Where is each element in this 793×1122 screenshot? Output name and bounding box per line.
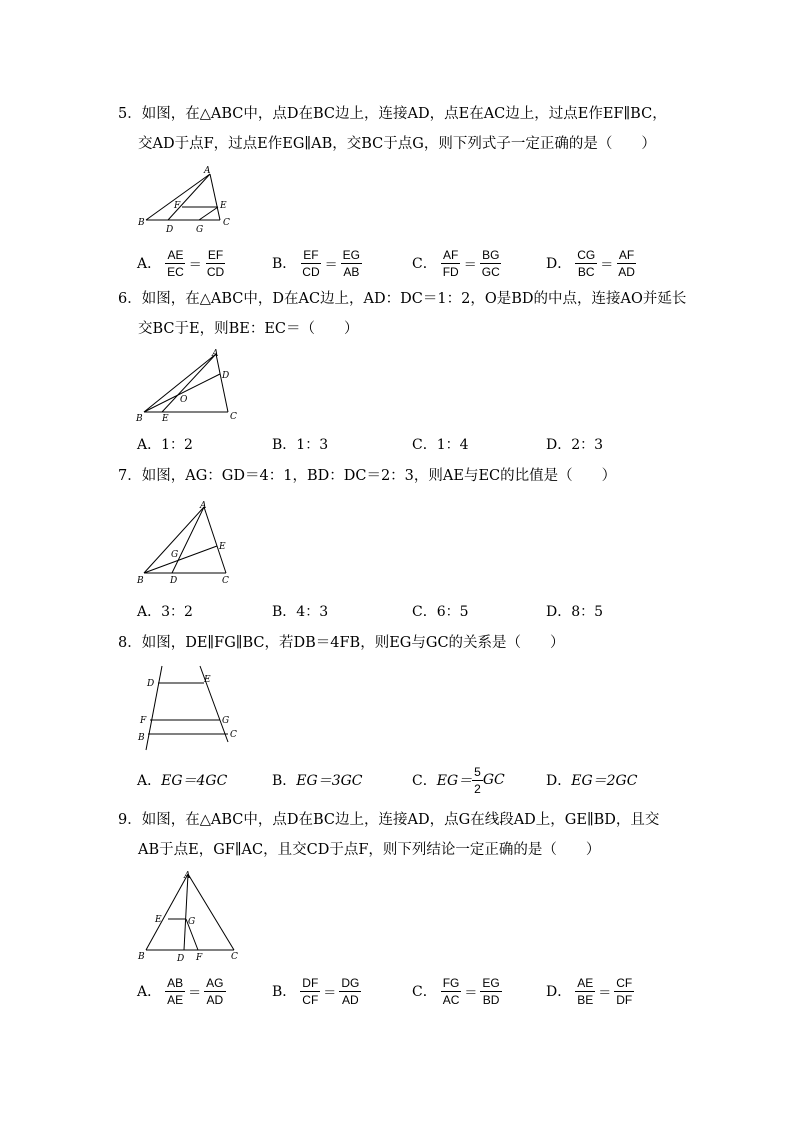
question-8 bbox=[118, 628, 565, 658]
option-5d[interactable]: D． $\frac{CG}{BC}$ ＝ $\frac{AF}{AD}$ bbox=[546, 247, 635, 279]
fig6-segment-ae bbox=[162, 354, 216, 412]
option-6b[interactable]: B． 1：3 bbox=[272, 437, 329, 453]
question-9 bbox=[118, 805, 659, 865]
option-8a[interactable]: A． EG＝4GC bbox=[137, 773, 228, 789]
option-6c[interactable]: C． 1：4 bbox=[412, 437, 469, 453]
options-q6 bbox=[137, 426, 657, 462]
fig6-label-a: A bbox=[212, 349, 219, 359]
question-6 bbox=[118, 284, 686, 344]
options-q7 bbox=[137, 593, 657, 629]
fig5-label-a: A bbox=[204, 166, 211, 176]
fig5-segment-ad bbox=[168, 174, 210, 220]
fig5-label-f: F bbox=[174, 201, 181, 211]
fig6-label-o: O bbox=[180, 395, 188, 405]
figure-q8 bbox=[132, 664, 252, 754]
fig8-label-b: B bbox=[138, 733, 145, 743]
fig8-label-c: C bbox=[230, 730, 237, 740]
option-8c[interactable]: C． EG＝ $\frac{5}{2}$ GC bbox=[412, 764, 505, 796]
fig9-label-d: D bbox=[177, 954, 185, 964]
fig7-side-ab bbox=[144, 507, 204, 573]
fig7-label-a: A bbox=[200, 501, 207, 511]
fig7-label-g: G bbox=[171, 550, 179, 560]
fig6-segment-bd bbox=[144, 374, 220, 412]
fig7-side-ac bbox=[204, 507, 226, 573]
option-7c[interactable]: C． 6：5 bbox=[412, 604, 469, 620]
option-9d[interactable]: D． $\frac{AE}{BE}$ ＝ $\frac{CF}{DF}$ bbox=[546, 975, 633, 1007]
fig7-segment-be bbox=[144, 546, 217, 573]
figure-q5 bbox=[138, 164, 248, 236]
fig6-label-c: C bbox=[230, 412, 237, 422]
question-6-line-1: 6．如图，在△ABC中，D在AC边上，AD：DC＝1：2，O是BD的中点，连接AO并延长 bbox=[118, 291, 687, 307]
fig7-label-b: B bbox=[137, 576, 144, 586]
question-5 bbox=[118, 99, 667, 159]
fig5-label-d: D bbox=[166, 225, 174, 235]
question-9-line-1: 9．如图，在△ABC中，点D在BC边上，连接AD，点G在线段AD上，GE∥BD，且交 bbox=[118, 812, 660, 828]
figure-q6 bbox=[132, 348, 247, 428]
option-5c[interactable]: C． $\frac{AF}{FD}$ ＝ $\frac{BG}{GC}$ bbox=[412, 247, 500, 279]
fig9-label-f: F bbox=[196, 953, 203, 963]
fig7-label-e: E bbox=[219, 542, 226, 552]
option-7a[interactable]: A． 3：2 bbox=[137, 604, 193, 620]
question-9-line-2: AB于点E，GF∥AC，且交CD于点F，则下列结论一定正确的是（ ） bbox=[138, 842, 601, 858]
option-5a[interactable]: A． $\frac{AE}{EC}$ ＝ $\frac{EF}{CD}$ bbox=[137, 247, 225, 279]
fig6-side-ac bbox=[216, 354, 228, 412]
fig5-label-g: G bbox=[196, 225, 204, 235]
fig8-label-g: G bbox=[222, 716, 230, 726]
fig5-label-e: E bbox=[220, 201, 227, 211]
question-5-line-1: 5．如图，在△ABC中，点D在BC边上，连接AD，点E在AC边上，过点E作EF∥BC， bbox=[118, 106, 667, 122]
figure-q9 bbox=[132, 868, 252, 966]
question-6-line-2: 交BC于E，则BE：EC＝（ ） bbox=[138, 321, 359, 337]
option-6a[interactable]: A． 1：2 bbox=[137, 437, 193, 453]
fig7-segment-ad bbox=[172, 507, 204, 573]
fig5-label-c: C bbox=[223, 218, 230, 228]
fig8-label-f: F bbox=[140, 716, 147, 726]
option-7b[interactable]: B． 4：3 bbox=[272, 604, 329, 620]
figure-q7 bbox=[132, 497, 252, 589]
fig5-side-ab bbox=[146, 174, 210, 220]
option-6d[interactable]: D． 2：3 bbox=[546, 437, 604, 453]
question-7-line-1: 7．如图，AG：GD＝4：1，BD：DC＝2：3，则AE与EC的比值是（ ） bbox=[118, 468, 617, 484]
option-8d[interactable]: D． EG＝2GC bbox=[546, 773, 638, 789]
fig8-label-e: E bbox=[204, 675, 211, 685]
option-5b[interactable]: B． $\frac{EF}{CD}$ ＝ $\frac{EG}{AB}$ bbox=[272, 247, 360, 279]
fig5-side-ac bbox=[210, 174, 220, 220]
fig9-side-ac bbox=[188, 874, 234, 950]
fig7-label-c: C bbox=[222, 576, 229, 586]
fig6-label-e: E bbox=[162, 414, 169, 424]
option-9c[interactable]: C． $\frac{FG}{AC}$ ＝ $\frac{EG}{BD}$ bbox=[412, 975, 500, 1007]
fig9-side-ab bbox=[146, 874, 188, 950]
fig9-segment-ad bbox=[184, 874, 188, 950]
fig9-label-g: G bbox=[188, 917, 196, 927]
fig6-label-d: D bbox=[222, 371, 230, 381]
fig9-label-a: A bbox=[184, 871, 191, 881]
fig9-label-c: C bbox=[231, 952, 238, 962]
options-q9 bbox=[137, 973, 657, 1009]
fig9-label-b: B bbox=[138, 952, 145, 962]
options-q8 bbox=[137, 762, 657, 798]
question-5-line-2: 交AD于点F，过点E作EG∥AB，交BC于点G，则下列式子一定正确的是（ ） bbox=[138, 136, 656, 152]
fig5-label-b: B bbox=[138, 218, 145, 228]
question-8-line-1: 8．如图，DE∥FG∥BC，若DB＝4FB，则EG与GC的关系是（ ） bbox=[118, 635, 565, 651]
option-9b[interactable]: B． $\frac{DF}{CF}$ ＝ $\frac{DG}{AD}$ bbox=[272, 975, 360, 1007]
question-7 bbox=[118, 461, 616, 491]
fig5-segment-eg bbox=[199, 207, 218, 220]
fig9-label-e: E bbox=[155, 915, 162, 925]
option-7d[interactable]: D． 8：5 bbox=[546, 604, 604, 620]
fig6-label-b: B bbox=[136, 414, 143, 424]
option-9a[interactable]: A． $\frac{AB}{AE}$ ＝ $\frac{AG}{AD}$ bbox=[137, 975, 224, 1007]
option-8b[interactable]: B． EG＝3GC bbox=[272, 773, 363, 789]
fig8-label-d: D bbox=[147, 679, 155, 689]
options-q5 bbox=[137, 245, 657, 281]
fig7-label-d: D bbox=[170, 576, 178, 586]
